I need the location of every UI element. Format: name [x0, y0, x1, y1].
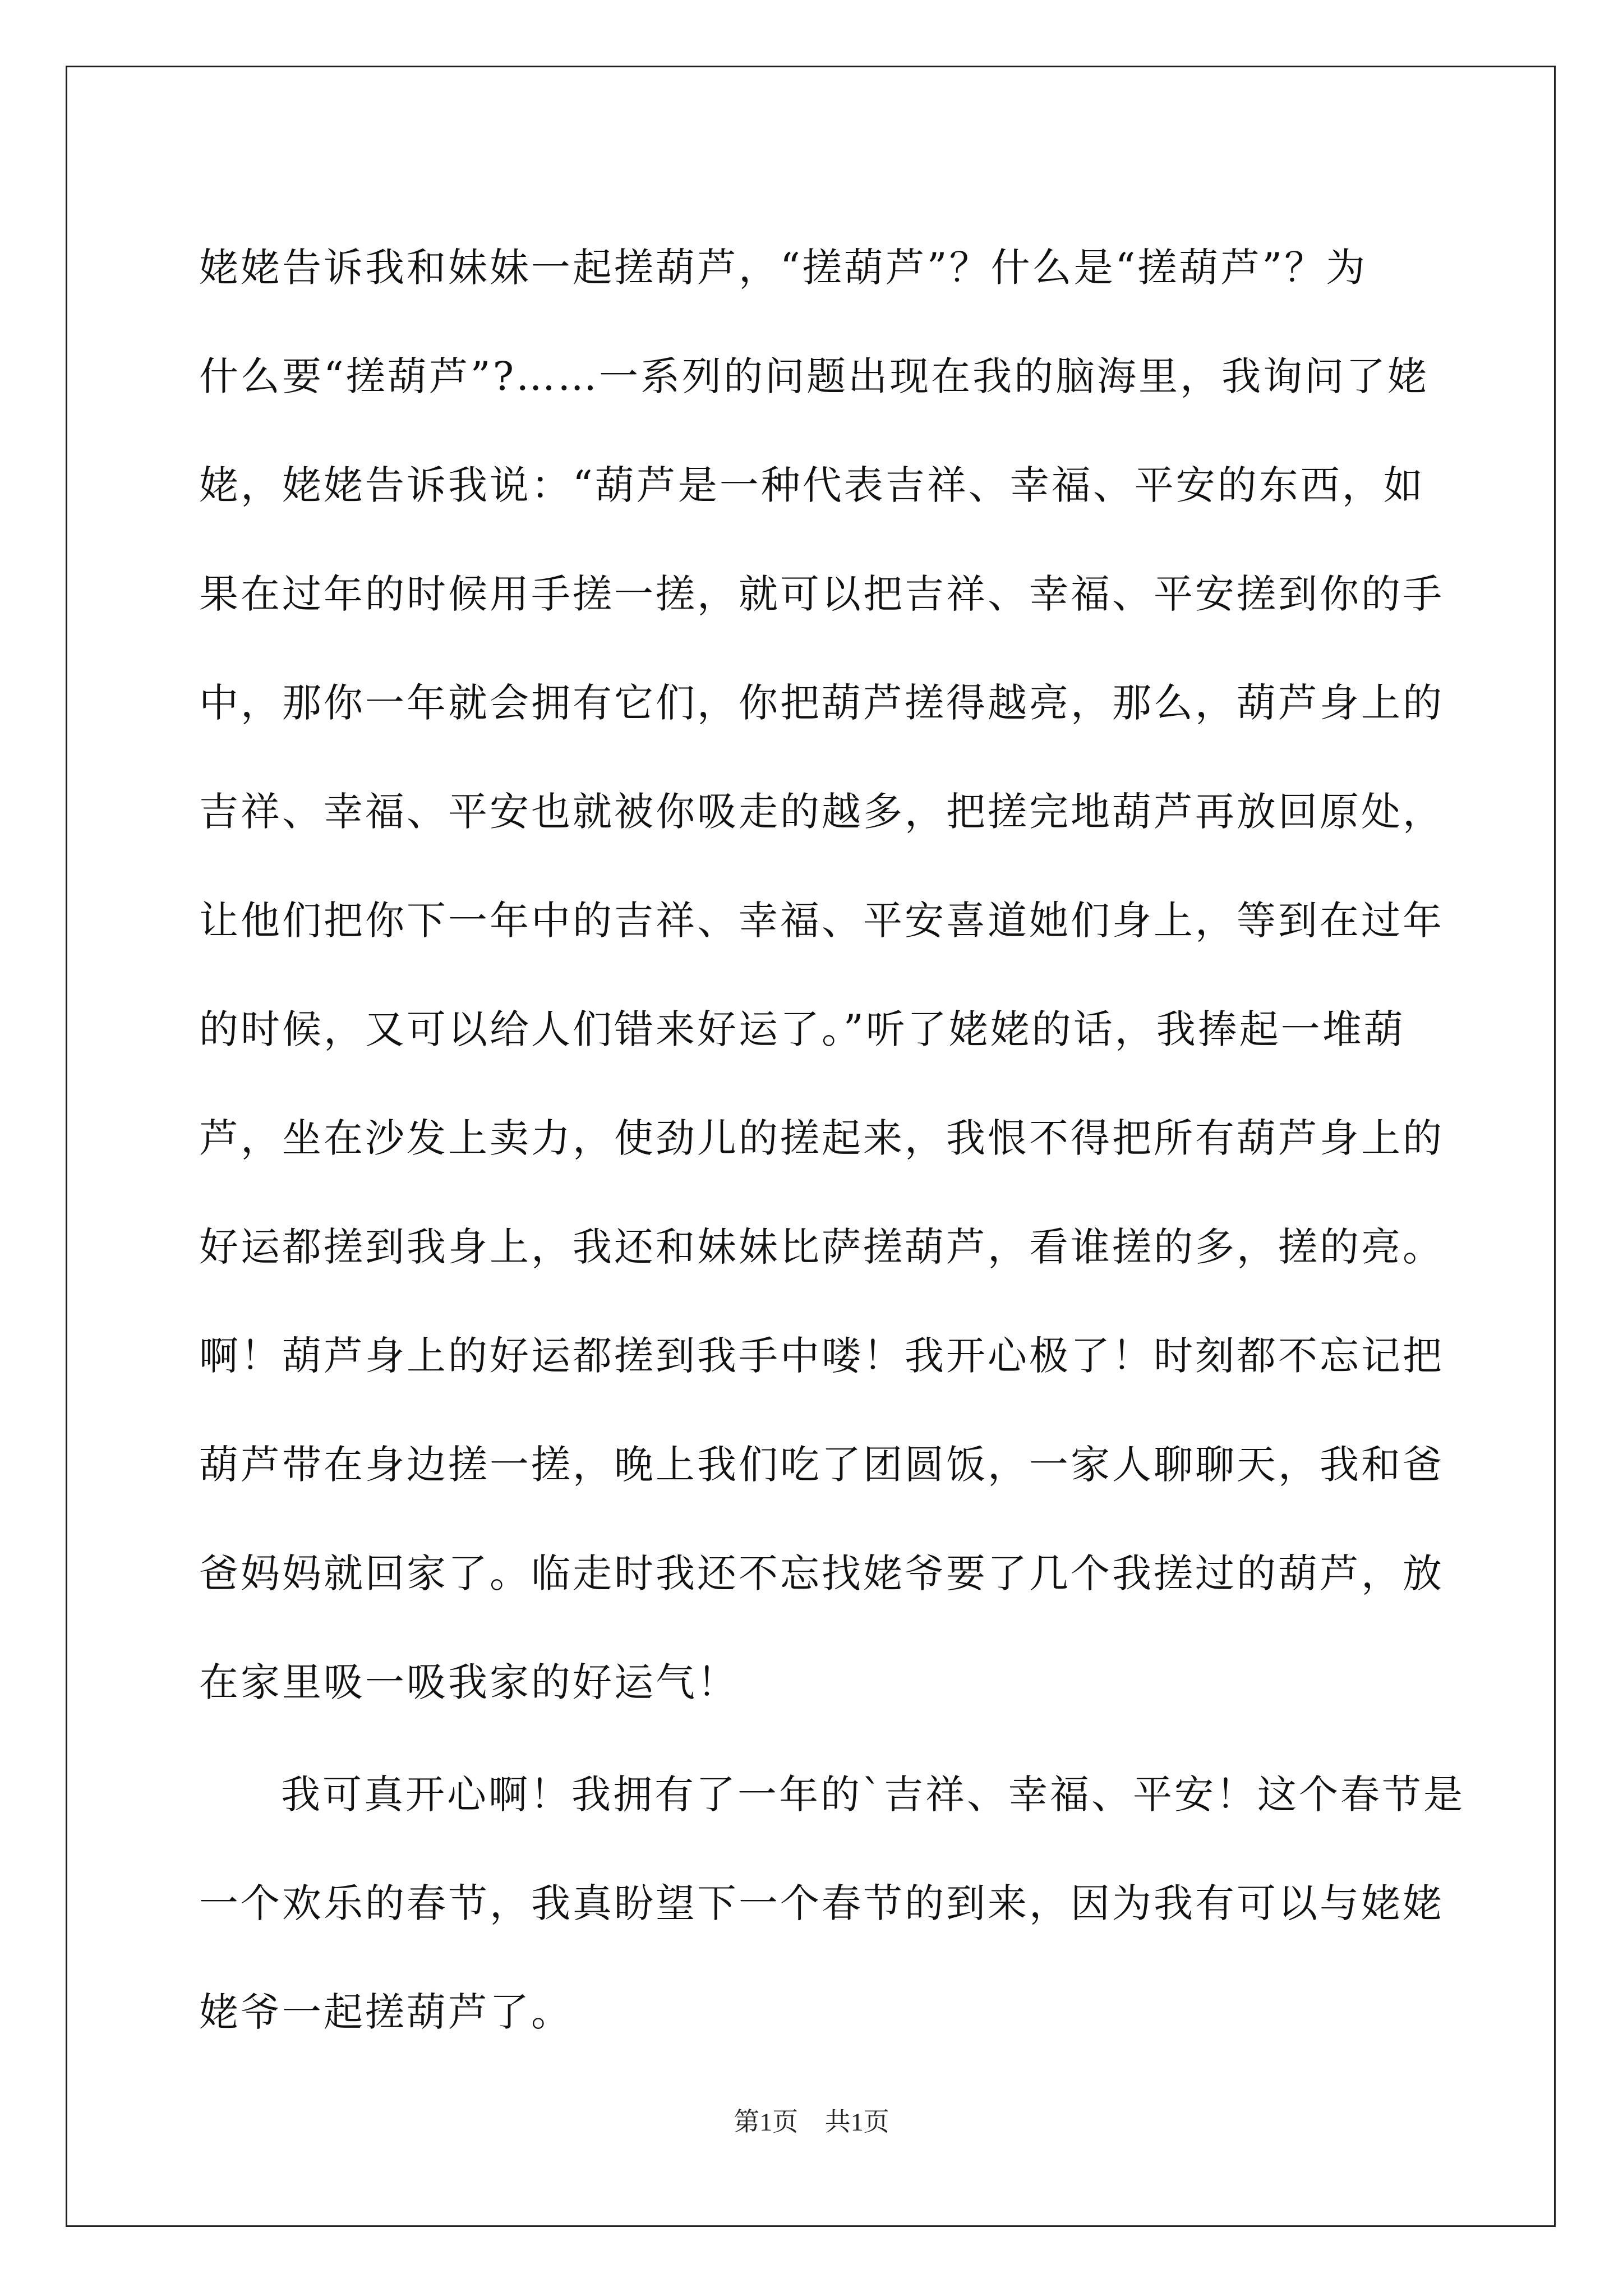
text-line: 吉祥、幸福、平安也就被你吸走的越多，把搓完地葫芦再放回原处， — [199, 789, 1444, 835]
page-total: 共1页 — [824, 2108, 889, 2136]
page-footer — [0, 2101, 1623, 2138]
text-line: 让他们把你下一年中的吉祥、幸福、平安喜道她们身上，等到在过年 — [199, 898, 1444, 944]
text-line: 的时候，又可以给人们错来好运了。”听了姥姥的话，我捧起一堆葫 — [199, 1006, 1405, 1052]
paragraph-2 — [199, 1740, 1465, 2067]
paragraph-1 — [199, 213, 1444, 1737]
document-body — [199, 213, 1465, 2067]
text-line: 姥姥告诉我和妹妹一起搓葫芦，“搓葫芦”？什么是“搓葫芦”？为 — [199, 245, 1368, 291]
text-line: 我可真开心啊！我拥有了一年的`吉祥、幸福、平安！这个春节是 — [281, 1772, 1465, 1818]
page-number: 第1页 — [734, 2108, 799, 2136]
text-line: 什么要“搓葫芦”?……一系列的问题出现在我的脑海里，我询问了姥 — [199, 353, 1430, 399]
text-line: 啊！葫芦身上的好运都搓到我手中喽！我开心极了！时刻都不忘记把 — [199, 1333, 1444, 1379]
text-line: 中，那你一年就会拥有它们，你把葫芦搓得越亮，那么，葫芦身上的 — [199, 680, 1444, 726]
text-line: 姥，姥姥告诉我说：“葫芦是一种代表吉祥、幸福、平安的东西，如 — [199, 462, 1425, 508]
text-line: 葫芦带在身边搓一搓，晚上我们吃了团圆饭，一家人聊聊天，我和爸 — [199, 1442, 1444, 1488]
text-line: 一个欢乐的春节，我真盼望下一个春节的到来，因为我有可以与姥姥 — [199, 1880, 1444, 1926]
text-line: 姥爷一起搓葫芦了。 — [199, 1989, 573, 2035]
text-line: 爸妈妈就回家了。临走时我还不忘找姥爷要了几个我搓过的葫芦，放 — [199, 1550, 1444, 1596]
text-line: 在家里吸一吸我家的好运气！ — [199, 1659, 739, 1705]
text-line: 好运都搓到我身上，我还和妹妹比萨搓葫芦，看谁搓的多，搓的亮。 — [199, 1224, 1444, 1270]
text-line: 芦，坐在沙发上卖力，使劲儿的搓起来，我恨不得把所有葫芦身上的 — [199, 1115, 1444, 1161]
text-line: 果在过年的时候用手搓一搓，就可以把吉祥、幸福、平安搓到你的手 — [199, 571, 1444, 617]
